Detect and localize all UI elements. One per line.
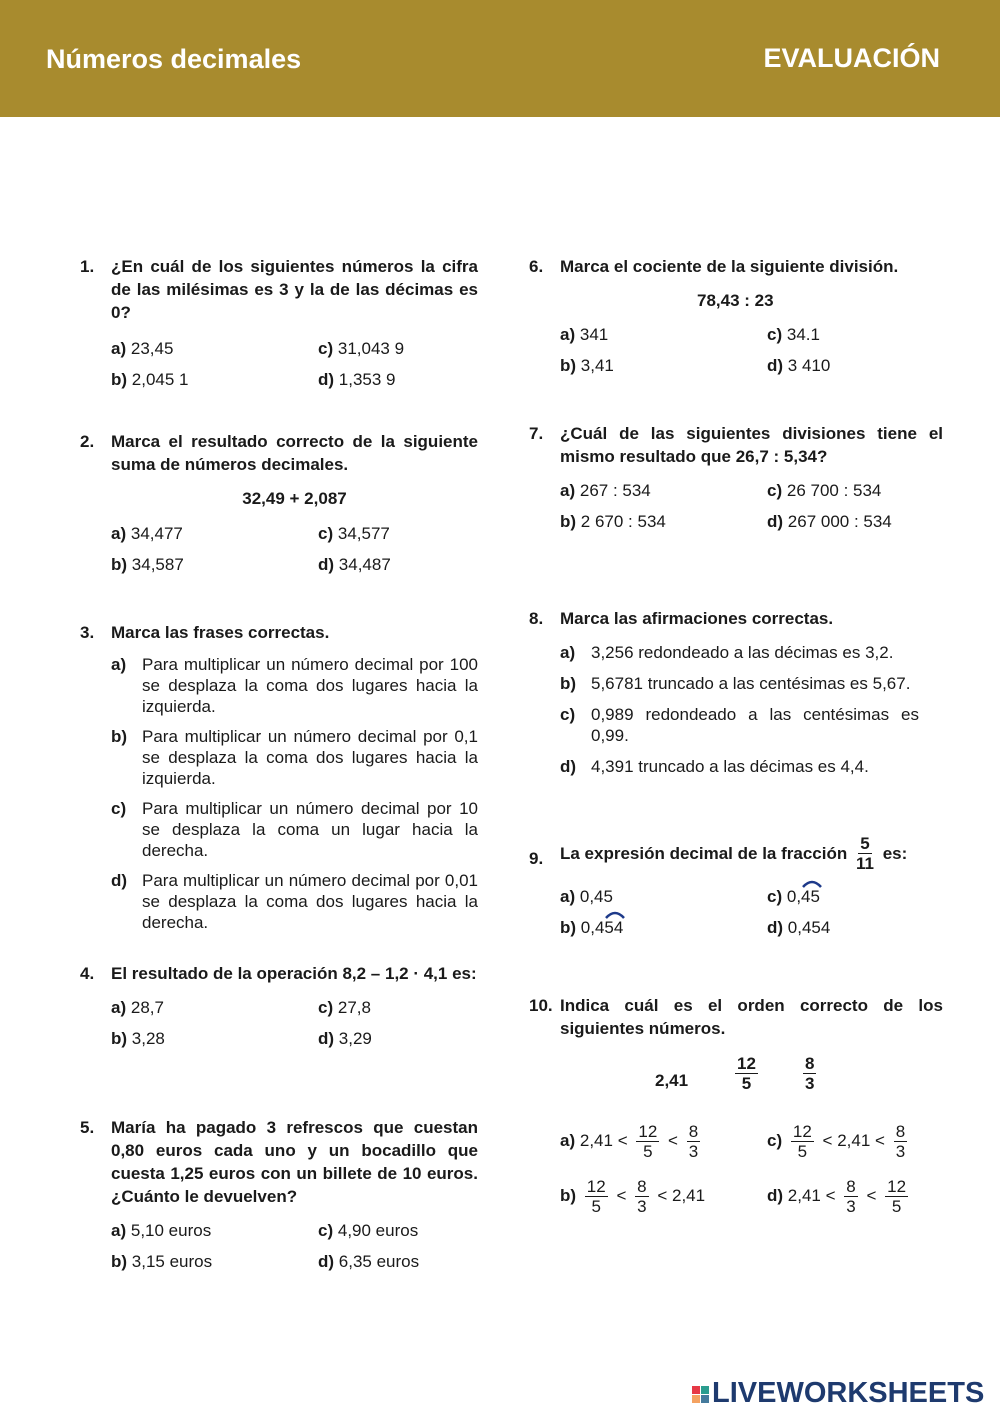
option-c[interactable]: c) 4,90 euros [318, 1221, 419, 1240]
question-8-text: 8. Marca las afirmaciones correctas. [529, 609, 834, 628]
option-d[interactable]: d) 1,353 9 [318, 370, 396, 389]
option-a[interactable]: a) 5,10 euros [111, 1221, 212, 1240]
question-10-options [560, 1122, 943, 1242]
question-5 [80, 1116, 478, 1285]
question-10-numbers [529, 1054, 943, 1110]
option-a[interactable]: a) 28,7 [111, 998, 164, 1017]
question-6-text: 6. Marca el cociente de la siguiente división. [529, 257, 899, 276]
option-b[interactable]: b) 34,587 [111, 555, 184, 574]
option-d[interactable]: d) 3 410 [767, 356, 831, 375]
question-2-expression: 32,49 + 2,087 [242, 489, 347, 508]
question-2 [80, 430, 478, 588]
question-3 [80, 621, 478, 933]
question-10 [529, 994, 943, 1242]
question-7-text: 7. ¿Cuál de las siguientes divisiones tiene el mismo resultado que 26,7 : 5,34? [529, 424, 943, 466]
option-b[interactable]: b) 2,045 1 [111, 370, 189, 389]
option-b[interactable]: b) 2 670 : 534 [560, 512, 666, 531]
option-a[interactable]: a) 23,45 [111, 339, 174, 358]
header-band [0, 0, 1000, 117]
question-2-text: 2. Marca el resultado correcto de la siguiente suma de números decimales. [80, 432, 478, 474]
option-d[interactable]: d) Para multiplicar un número decimal por 0,01 se desplaza la coma dos lugares hacia la derecha. [111, 871, 478, 932]
option-a[interactable]: a) 267 : 534 [560, 481, 651, 500]
option-c[interactable]: c) Para multiplicar un número decimal por 10 se desplaza la coma un lugar hacia la derecha. [111, 799, 478, 860]
option-d[interactable]: d) 34,487 [318, 555, 391, 574]
page-title: Números decimales [46, 44, 302, 74]
question-9 [529, 834, 943, 951]
question-8 [529, 607, 919, 777]
question-4-text: 4. El resultado de la operación 8,2 – 1,2 · 4,1 es: [80, 964, 477, 983]
option-b[interactable]: b) 5,6781 truncado a las centésimas es 5,67. [560, 674, 911, 693]
fraction-5-11: $\frac{5}{11}$ [855, 834, 874, 873]
question-2-options [111, 524, 478, 588]
question-10-text: 10. Indica cuál es el orden correcto de los siguientes números. [529, 996, 943, 1038]
option-d[interactable]: d) 3,29 [318, 1029, 372, 1048]
fraction-8-3: $\frac{8}{3}$ [805, 1054, 815, 1093]
option-a[interactable]: a) 341 [560, 325, 609, 344]
option-a[interactable]: a) 34,477 [111, 524, 183, 543]
question-3-text: 3. Marca las frases correctas. [80, 623, 330, 642]
question-4-options [111, 998, 478, 1062]
option-a[interactable]: a) 2,41 < $\frac{12}{5}$ < $\frac{8}{3}$ [560, 1122, 699, 1161]
question-5-text: 5. María ha pagado 3 refrescos que cuestan 0,80 euros cada uno y un bocadillo que cuesta 1,25 euros con un billete de 10 euros. ¿Cuánto le devuelven? [80, 1118, 478, 1206]
question-9-options [560, 887, 943, 951]
option-c[interactable]: c) 34,577 [318, 524, 390, 543]
option-c[interactable]: c) 0,989 redondeado a las centésimas es 0,99. [560, 705, 919, 745]
fraction-12-5: $\frac{12}{5}$ [737, 1054, 756, 1093]
option-a[interactable]: a) Para multiplicar un número decimal por 100 se desplaza la coma dos lugares hacia la izquierda. [111, 655, 478, 716]
option-c[interactable]: c) 31,043 9 [318, 339, 405, 358]
option-b[interactable]: b) $\frac{12}{5}$ < $\frac{8}{3}$ < 2,41 [560, 1177, 706, 1216]
option-d[interactable]: d) 267 000 : 534 [767, 512, 892, 531]
question-6 [529, 255, 943, 389]
option-d[interactable]: d) 6,35 euros [318, 1252, 420, 1271]
question-4 [80, 962, 478, 1062]
period-arc: 45 [801, 887, 820, 907]
question-1-text: 1. ¿En cuál de los siguientes números la cifra de las milésimas es 3 y la de las décimas es 0? [80, 257, 478, 322]
option-d[interactable]: d) 4,391 truncado a las décimas es 4,4. [560, 757, 869, 776]
evaluation-label: EVALUACIÓN [763, 43, 940, 73]
liveworksheets-logo-icon [692, 1386, 709, 1403]
option-a[interactable]: a) 0,45 [560, 887, 613, 906]
liveworksheets-logo[interactable]: LIVEWORKSHEETS [692, 1377, 984, 1410]
question-6-expression: 78,43 : 23 [697, 291, 774, 310]
option-b[interactable]: b) Para multiplicar un número decimal por 0,1 se desplaza la coma dos lugares hacia la izquierda. [111, 727, 478, 788]
option-c[interactable]: c) 34.1 [767, 325, 820, 344]
option-b[interactable]: b) 0,4 54 [560, 918, 623, 938]
question-1 [80, 255, 478, 403]
option-c[interactable]: c) 26 700 : 534 [767, 481, 882, 500]
question-6-options [560, 325, 943, 389]
question-7 [529, 422, 943, 545]
option-b[interactable]: b) 3,28 [111, 1029, 165, 1048]
option-b[interactable]: b) 3,41 [560, 356, 614, 375]
option-c[interactable]: c) $\frac{12}{5}$ < 2,41 < $\frac{8}{3}$ [767, 1122, 906, 1161]
option-c[interactable]: c) 0, 45 [767, 887, 820, 907]
option-b[interactable]: b) 3,15 euros [111, 1252, 213, 1271]
question-1-options [111, 339, 478, 403]
option-d[interactable]: d) 2,41 < $\frac{8}{3}$ < $\frac{12}{5}$ [767, 1177, 907, 1216]
option-a[interactable]: a) 3,256 redondeado a las décimas es 3,2. [560, 643, 894, 662]
question-5-options [111, 1221, 478, 1285]
period-arc: 54 [604, 918, 623, 938]
option-d[interactable]: d) 0,454 [767, 918, 831, 937]
question-9-text: 9. La expresión decimal de la fracción $\frac{5}{11}$ es: [529, 834, 908, 873]
question-7-options [560, 481, 943, 545]
number-decimal: 2,41 [655, 1071, 689, 1090]
option-c[interactable]: c) 27,8 [318, 998, 371, 1017]
